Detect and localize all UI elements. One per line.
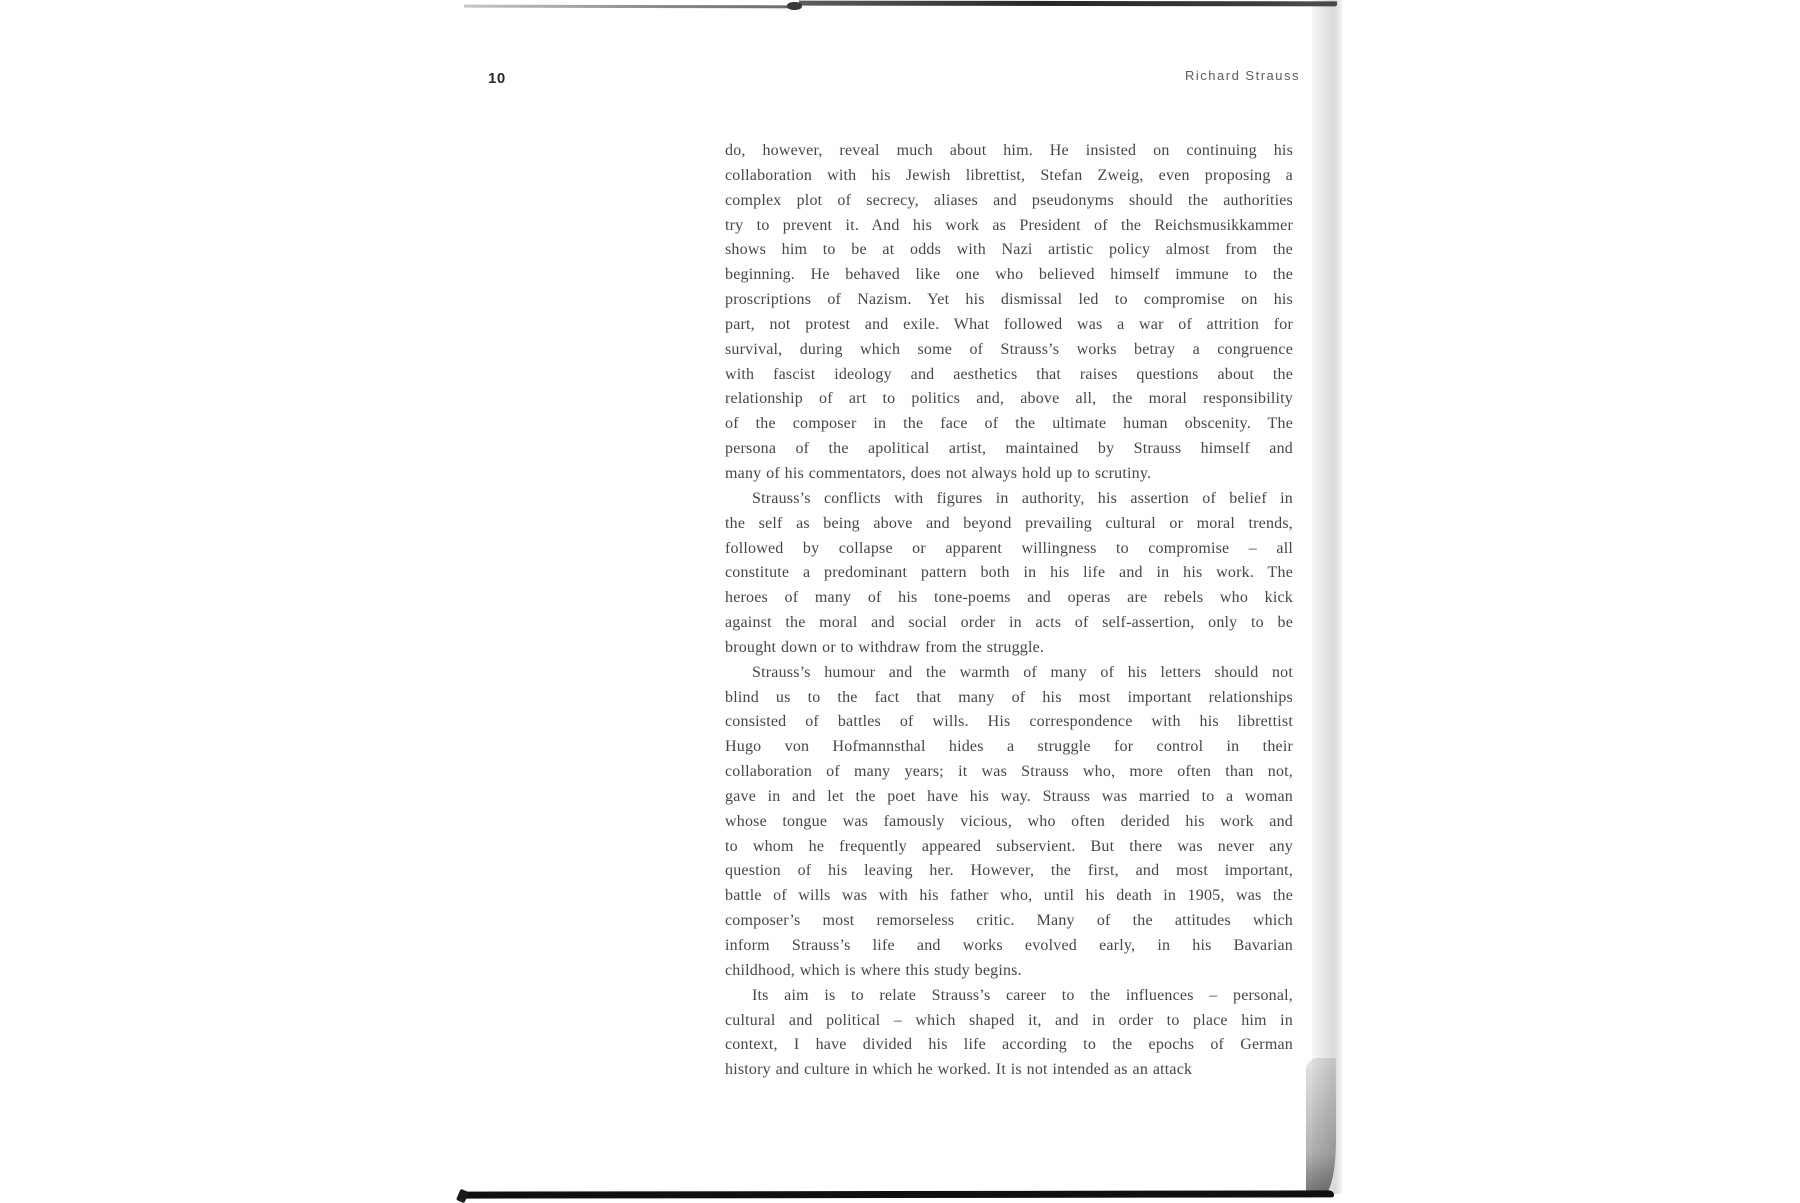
text-line: whose tongue was famously vicious, who often derided his work and (725, 812, 1293, 830)
text-line: complex plot of secrecy, aliases and pseudonyms should the authorities (725, 191, 1293, 209)
text-line: battle of wills was with his father who, until his death in 1905, was the (725, 887, 1293, 905)
text-line: with fascist ideology and aesthetics that raises questions about the (725, 365, 1293, 383)
text-line: beginning. He behaved like one who believed himself immune to the (725, 266, 1293, 284)
text-line: persona of the apolitical artist, maintained by Strauss himself and (725, 440, 1293, 458)
text-line: composer’s most remorseless critic. Many of the attitudes which (725, 912, 1293, 930)
text-line: to whom he frequently appeared subservient. But there was never any (725, 837, 1293, 855)
text-line: Hugo von Hofmannsthal hides a struggle for control in their (725, 738, 1293, 756)
text-line: Strauss’s conflicts with figures in authority, his assertion of belief in (752, 489, 1293, 507)
scan-top-edge-left (464, 5, 796, 9)
text-line: blind us to the fact that many of his most important relationships (725, 688, 1293, 706)
text-line: followed by collapse or apparent willingness to compromise – all (725, 539, 1293, 557)
text-line: heroes of many of his tone-poems and operas are rebels who kick (725, 589, 1293, 607)
text-line: brought down or to withdraw from the struggle. (725, 638, 1045, 656)
page-curl-shadow (1312, 0, 1342, 1194)
text-line: consisted of battles of wills. His correspondence with his librettist (725, 713, 1293, 731)
scan-top-edge-nub (787, 2, 802, 10)
text-line: childhood, which is where this study begins. (725, 961, 1022, 979)
text-line: against the moral and social order in acts of self-assertion, only to be (725, 614, 1293, 632)
text-line: Its aim is to relate Strauss’s career to the influences – personal, (752, 986, 1293, 1004)
text-line: context, I have divided his life according to the epochs of German (725, 1036, 1293, 1054)
text-line: try to prevent it. And his work as President of the Reichsmusikkammer (725, 216, 1293, 234)
body-text (725, 139, 1293, 1083)
scan-bottom-edge (461, 1190, 1334, 1198)
text-line: relationship of art to politics and, above all, the moral responsibility (725, 390, 1293, 408)
text-line: cultural and political – which shaped it, and in order to place him in (725, 1011, 1293, 1029)
text-line: inform Strauss’s life and works evolved early, in his Bavarian (725, 937, 1293, 954)
text-line: part, not protest and exile. What followed was a war of attrition for (725, 315, 1293, 333)
text-line: history and culture in which he worked. It is not intended as an attack (725, 1061, 1193, 1079)
text-line: of the composer in the face of the ultimate human obscenity. The (725, 415, 1293, 433)
text-line: shows him to be at odds with Nazi artistic policy almost from the (725, 241, 1293, 259)
scan-bottom-edge-hook (456, 1189, 469, 1203)
text-line: the self as being above and beyond prevailing cultural or moral trends, (725, 514, 1293, 532)
text-line: gave in and let the poet have his way. Strauss was married to a woman (725, 787, 1293, 805)
text-line: proscriptions of Nazism. Yet his dismissal led to compromise on his (725, 291, 1293, 309)
text-line: question of his leaving her. However, the first, and most important, (725, 862, 1293, 880)
text-line: Strauss’s humour and the warmth of many of his letters should not (752, 663, 1293, 681)
page-number: 10 (488, 70, 506, 87)
text-line: do, however, reveal much about him. He insisted on continuing his (725, 142, 1293, 159)
text-line: survival, during which some of Strauss’s works betray a congruence (725, 340, 1293, 358)
text-line: collaboration of many years; it was Strauss who, more often than not, (725, 763, 1293, 781)
text-line: many of his commentators, does not always hold up to scrutiny. (725, 464, 1152, 482)
scan-top-edge-right (799, 1, 1337, 7)
page-curl-bottom-shadow (1306, 1058, 1336, 1194)
text-line: collaboration with his Jewish librettist, Stefan Zweig, even proposing a (725, 166, 1293, 184)
running-header: Richard Strauss (1185, 68, 1300, 83)
text-line: constitute a predominant pattern both in his life and in his work. The (725, 564, 1293, 582)
